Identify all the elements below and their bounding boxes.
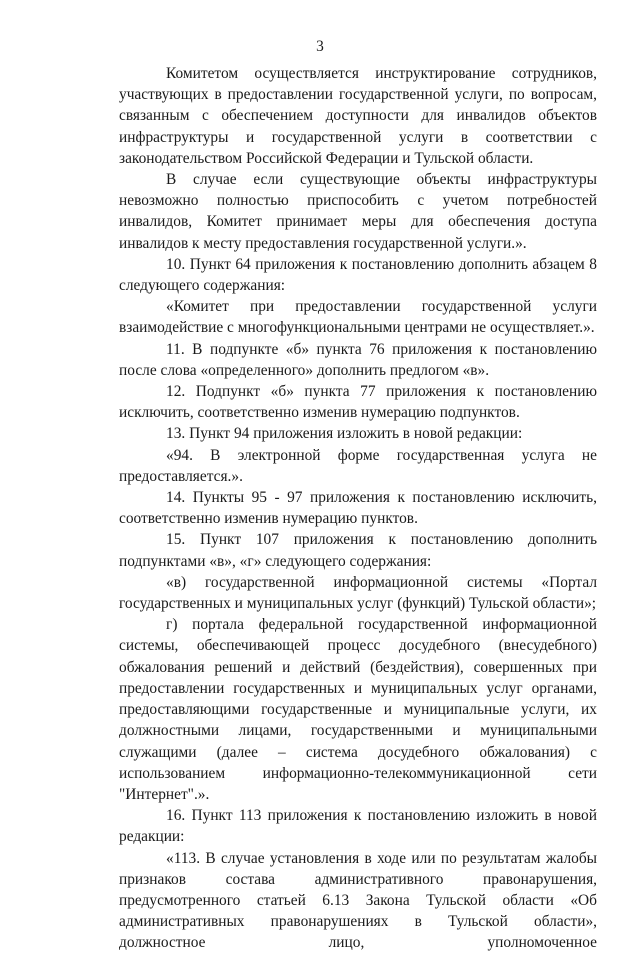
page-number: 3 [316, 38, 324, 55]
paragraph-item-13: 13. Пункт 94 приложения изложить в новой редакции: [166, 425, 523, 443]
paragraph-committee-instruction: Комитетом осуществляется инструктирование сотрудников, участвующих в предоставлении государственной услуги, по вопросам, связанным с обеспечением доступности для инвалидов объектов инфраструктуры и государственной услуги в соответствии с законодательством Российской Федерации и Тульской области. [119, 65, 597, 167]
paragraph-subitem-g: г) портала федеральной государственной информационной системы, обеспечивающей процесс досудебного (внесудебного) обжалования решений и действий (бездействия), совершенных при предоставлении государственных и муниципальных услуг органами, предоставляющими государственные и муниципальные услуги, их должностными лицами, государственными и муниципальными служащими (далее – система досудебного обжалования) с использованием информационно-телекоммуникационной сети "Интернет".». [119, 616, 597, 803]
document-body [119, 63, 597, 954]
paragraph-accessibility-measures: В случае если существующие объекты инфраструктуры невозможно полностью приспособить с учетом потребностей инвалидов, Комитет принимает меры для обеспечения доступа инвалидов к месту предоставления государственной услуги.». [119, 171, 597, 252]
paragraph-item-15: 15. Пункт 107 приложения к постановлению дополнить подпунктами «в», «г» следующего содержания: [119, 531, 597, 570]
paragraph-subitem-v: «в) государственной информационной системы «Портал государственных и муниципальных услуг (функций) Тульской области»; [119, 573, 597, 613]
paragraph-item-16: 16. Пункт 113 приложения к постановлению изложить в новой редакции: [119, 807, 597, 846]
paragraph-item-10-quote: «Комитет при предоставлении государственной услуги взаимодействие с многофункциональными центрами не осуществляет.». [119, 298, 597, 337]
paragraph-item-12: 12. Подпункт «б» пункта 77 приложения к постановлению исключить, соответственно изменив нумерацию подпунктов. [119, 383, 597, 422]
paragraph-item-113-quote: «113. В случае установления в ходе или по результатам жалобы признаков состава административного правонарушения, предусмотренного статьей 6.13 Закона Тульской области «Об административных правонарушениях в Тульской области», должностное лицо, уполномоченное [119, 849, 597, 952]
paragraph-item-13-quote: «94. В электронной форме государственная услуга не предоставляется.». [119, 446, 597, 485]
paragraph-item-11: 11. В подпункте «б» пункта 76 приложения к постановлению после слова «определенного» дополнить предлогом «в». [119, 340, 597, 379]
paragraph-item-14: 14. Пункты 95 - 97 приложения к постановлению исключить, соответственно изменив нумерацию пунктов. [119, 489, 597, 528]
paragraph-item-10: 10. Пункт 64 приложения к постановлению дополнить абзацем 8 следующего содержания: [119, 255, 597, 295]
